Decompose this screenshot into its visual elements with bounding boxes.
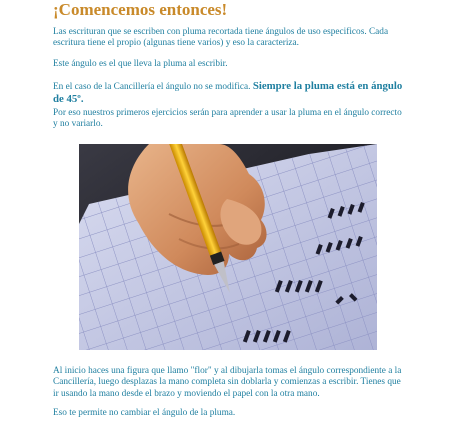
paragraph-keep-angle: Eso te permite no cambiar el ángulo de la pluma. [53,408,236,418]
paragraph-flower-figure: Al inicio haces una figura que llamo "flor" y al dibujarla tomas el ángulo correspondiente a la Cancillería, luego desplazas la mano completa sin doblarla y comienzas a escribir. Tienes que ir usando la mano desde el brazo y moviendo el papel con la otra mano. [53,366,402,399]
paragraph-cancilleria-angle [53,80,405,107]
cancilleria-angle-intro: En el caso de la Cancillería el ángulo no se modifica. [53,82,251,92]
pen-writing-photo [79,144,377,350]
paragraph-first-exercises: Por eso nuestros primeros ejercicios serán para aprender a usar la pluma en el ángulo correcto y no variarlo. [53,108,402,130]
cancilleria-angle-emphasis: Siempre la pluma está en ángulo de 45º. [53,80,403,106]
page-heading: ¡Comencemos entonces! [53,0,228,19]
paragraph-angles-intro: Las escrituran que se escriben con pluma recortada tiene ángulos de uso especificos. Cada escritura tiene el propio (algunas tiene varios) y eso la caracteriza. [53,27,389,49]
paragraph-angle-definition: Este ángulo es el que lleva la pluma al escribir. [53,59,228,69]
